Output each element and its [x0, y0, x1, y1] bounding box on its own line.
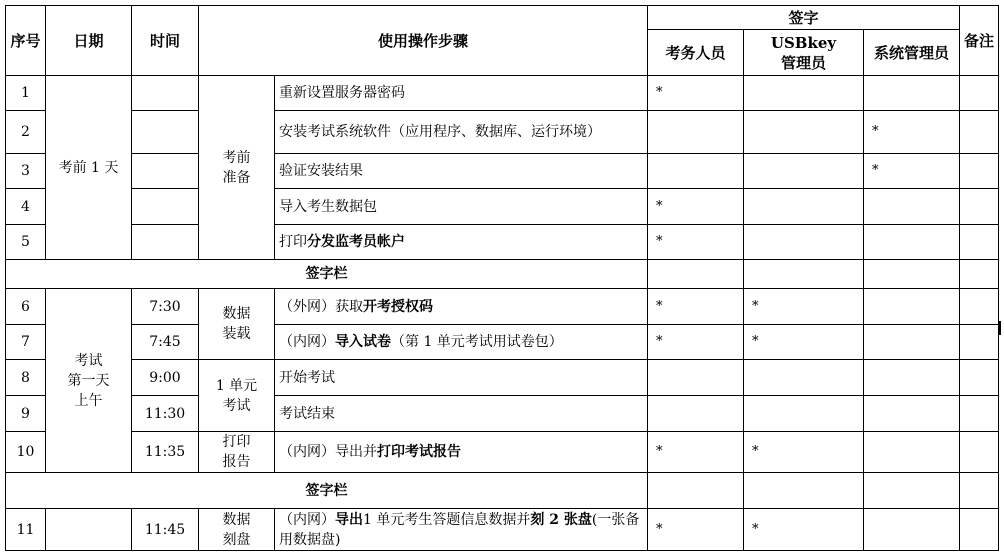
step-text-bold: 分发监考员帐户 [307, 234, 405, 250]
sign-sysadmin-cell [864, 225, 960, 260]
row-time-empty [132, 189, 199, 225]
sign-staff-mark: * [648, 225, 744, 260]
row-seq: 6 [6, 289, 46, 325]
row-seq: 3 [6, 154, 46, 189]
sign-sysadmin-cell [864, 509, 960, 551]
row-step: 导入考生数据包 [275, 189, 648, 225]
step-text-bold: 开考授权码 [363, 298, 433, 315]
remarks-cell [960, 76, 999, 111]
group-unit1-line1: 1 单元 [215, 377, 258, 394]
remarks-cell [960, 396, 999, 432]
group-data-load-line1: 数据 [222, 306, 251, 322]
row-time: 11:30 [132, 396, 199, 432]
group-burn-line2: 刻盘 [222, 531, 251, 548]
page-edge-marker [998, 321, 1001, 335]
sign-sysadmin-cell [864, 396, 960, 432]
step-text: （内网） [279, 511, 335, 528]
sign-sysadmin-cell [864, 432, 960, 473]
row-step: 重新设置服务器密码 [275, 76, 648, 111]
step-text-bold: 导出 [335, 511, 363, 528]
row-step: 考试结束 [275, 396, 648, 432]
row-seq: 5 [6, 225, 46, 260]
header-sign-staff: 考务人员 [648, 30, 744, 76]
remarks-cell [960, 509, 999, 551]
remarks-cell [960, 225, 999, 260]
header-remarks: 备注 [960, 6, 999, 76]
table-row [6, 154, 999, 189]
step-text: 1 单元考生答题信息数据并 [363, 511, 531, 528]
sign-usbkey-cell [744, 154, 864, 189]
sign-usbkey-cell [744, 111, 864, 154]
table-row [6, 189, 999, 225]
row-seq: 9 [6, 396, 46, 432]
sign-sysadmin-cell [864, 360, 960, 396]
row-time: 11:45 [132, 509, 199, 551]
remarks-cell [960, 325, 999, 360]
header-sign-sysadmin: 系统管理员 [864, 30, 960, 76]
header-date: 日期 [46, 6, 132, 76]
row-seq: 2 [6, 111, 46, 154]
row-seq: 10 [6, 432, 46, 473]
table-row [6, 76, 999, 111]
remarks-cell [960, 260, 999, 289]
sign-usbkey-cell [744, 225, 864, 260]
row-time-empty [132, 111, 199, 154]
step-text: （内网） [279, 334, 335, 350]
sign-bar-label: 签字栏 [6, 473, 648, 509]
sign-staff-mark: * [648, 325, 744, 360]
group-data-burn [199, 509, 275, 551]
sign-usbkey-cell [744, 260, 864, 289]
row-seq: 7 [6, 325, 46, 360]
row-step [275, 325, 648, 360]
table-row [6, 396, 999, 432]
step-text: （第 1 单元考试用试卷包） [391, 334, 563, 350]
step-text-bold: 刻 2 张盘 [530, 511, 592, 528]
remarks-cell [960, 473, 999, 509]
group-exam-day-line1: 考试 [74, 352, 103, 369]
exam-procedure-table [5, 5, 999, 551]
table-row [6, 360, 999, 396]
sign-sysadmin-cell [864, 260, 960, 289]
group-print-line2: 报告 [222, 454, 251, 470]
group-print-line1: 打印 [222, 434, 251, 450]
group-prep-line1: 考前 [222, 149, 251, 166]
sign-staff-cell [648, 360, 744, 396]
sign-staff-cell [648, 111, 744, 154]
sign-staff-mark: * [648, 289, 744, 325]
header-time: 时间 [132, 6, 199, 76]
sign-sysadmin-cell [864, 325, 960, 360]
row-step: 验证安装结果 [275, 154, 648, 189]
sign-staff-cell [648, 396, 744, 432]
table-row [6, 432, 999, 473]
step-text: 打印 [279, 234, 307, 250]
procedure-table-container [5, 5, 999, 551]
table-row [6, 111, 999, 154]
table-row [6, 509, 999, 551]
remarks-cell [960, 189, 999, 225]
table-row [6, 325, 999, 360]
row-time-empty [132, 154, 199, 189]
row-seq: 11 [6, 509, 46, 551]
row-step [275, 225, 648, 260]
group-unit1-line2: 考试 [222, 397, 251, 414]
row-seq: 1 [6, 76, 46, 111]
remarks-cell [960, 154, 999, 189]
row-time: 7:45 [132, 325, 199, 360]
row-step: 安装考试系统软件（应用程序、数据库、运行环境） [275, 111, 648, 154]
header-sign-usbkey [744, 30, 864, 76]
sign-sysadmin-mark: * [864, 111, 960, 154]
step-text-bold: 打印考试报告 [377, 444, 461, 460]
remarks-cell [960, 432, 999, 473]
sign-staff-mark: * [648, 189, 744, 225]
sign-sysadmin-cell [864, 289, 960, 325]
sign-sysadmin-mark: * [864, 154, 960, 189]
group-burn-line1: 数据 [222, 511, 251, 528]
sign-usbkey-cell [744, 473, 864, 509]
sign-sysadmin-cell [864, 76, 960, 111]
sign-staff-cell [648, 260, 744, 289]
sign-usbkey-mark: * [744, 289, 864, 325]
row-step: 开始考试 [275, 360, 648, 396]
remarks-cell [960, 111, 999, 154]
sign-staff-cell [648, 473, 744, 509]
header-sign: 签字 [648, 6, 960, 30]
sign-sysadmin-cell [864, 189, 960, 225]
sign-usbkey-cell [744, 76, 864, 111]
sign-usbkey-mark: * [744, 325, 864, 360]
group-unit1-exam [199, 360, 275, 432]
sign-usbkey-cell [744, 189, 864, 225]
group-day-before: 考前 1 天 [46, 76, 132, 260]
step-text: (一张备用数据盘) [279, 511, 640, 548]
header-steps: 使用操作步骤 [199, 6, 648, 76]
row-step [275, 289, 648, 325]
row-seq: 4 [6, 189, 46, 225]
header-usbkey-line1: USBkey [770, 33, 837, 52]
group-exam-day [46, 289, 132, 473]
sign-bar-row [6, 260, 999, 289]
header-usbkey-line2: 管理员 [781, 53, 827, 72]
sign-staff-cell [648, 154, 744, 189]
sign-usbkey-mark: * [744, 509, 864, 551]
row-seq: 8 [6, 360, 46, 396]
step-text-bold: 导入试卷 [335, 334, 391, 350]
step-text: （内网）导出并 [279, 444, 377, 460]
sign-bar-row [6, 473, 999, 509]
sign-usbkey-cell [744, 360, 864, 396]
remarks-cell [960, 360, 999, 396]
remarks-cell [960, 289, 999, 325]
row-time-empty [132, 225, 199, 260]
header-seq: 序号 [6, 6, 46, 76]
sign-staff-mark: * [648, 509, 744, 551]
table-row [6, 289, 999, 325]
sign-staff-mark: * [648, 76, 744, 111]
sign-sysadmin-cell [864, 473, 960, 509]
row-date-empty [46, 509, 132, 551]
row-time: 11:35 [132, 432, 199, 473]
group-prep-line2: 准备 [222, 169, 251, 186]
row-step [275, 432, 648, 473]
row-time: 7:30 [132, 289, 199, 325]
row-step [275, 509, 648, 551]
group-data-load-line2: 装载 [222, 326, 251, 342]
group-print-report [199, 432, 275, 473]
group-data-load [199, 289, 275, 360]
group-exam-day-line3: 上午 [74, 392, 103, 409]
table-row [6, 225, 999, 260]
group-exam-day-line2: 第一天 [67, 372, 110, 389]
sign-bar-label: 签字栏 [6, 260, 648, 289]
step-text: （外网）获取 [279, 298, 363, 315]
row-time: 9:00 [132, 360, 199, 396]
sign-usbkey-mark: * [744, 432, 864, 473]
sign-usbkey-cell [744, 396, 864, 432]
sign-staff-mark: * [648, 432, 744, 473]
header-row-1 [6, 6, 999, 30]
row-time-empty [132, 76, 199, 111]
group-prep [199, 76, 275, 260]
